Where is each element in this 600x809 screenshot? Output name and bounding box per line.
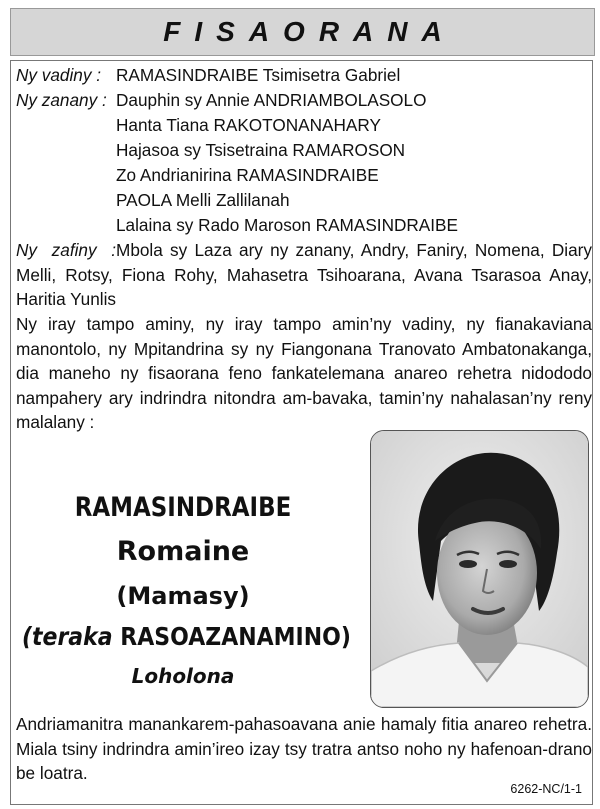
child-name: Lalaina sy Rado Maroson RAMASINDRAIBE (116, 215, 458, 235)
thanks-line: dia maneho ny fisaorana feno fankatelemana anareo rehetra nidododo (16, 363, 592, 383)
thanks-line: manontolo, ny Mpitandrina sy ny Fiangonana Tranovato Ambatonakanga, (16, 338, 592, 359)
child-name: Hanta Tiana RAKOTONANAHARY (116, 115, 381, 135)
thanks-line: nampahery ary indrindra nitondra am-bavaka, tamin’ny nahalasan’ny reny (16, 387, 592, 408)
deceased-maiden-name (21, 622, 351, 651)
spouse-label: Ny vadiny : (16, 65, 102, 85)
maiden-surname: RASOAZANAMINO) (120, 622, 351, 651)
deceased-status: Loholona (131, 664, 235, 688)
spouse-row (16, 63, 400, 88)
maiden-prefix: (teraka (21, 622, 113, 651)
children-label: Ny zanany : (16, 90, 107, 110)
grandchildren-label: Ny zafiny : (16, 240, 116, 260)
closing-paragraph (16, 712, 592, 786)
spouse-name: RAMASINDRAIBE Tsimisetra Gabriel (116, 65, 401, 85)
child-name: Dauphin sy Annie ANDRIAMBOLASOLO (116, 90, 427, 110)
closing-line: Andriamanitra manankarem-pahasoavana anie hamaly fitia anareo rehetra. (16, 714, 592, 734)
child-name: Hajasoa sy Tsisetraina RAMAROSON (116, 140, 406, 160)
closing-line: be loatra. (16, 763, 88, 783)
thanks-line: malalany : (16, 412, 95, 432)
children-row (16, 88, 426, 113)
grandchildren-block (16, 238, 592, 312)
deceased-surname: RAMASINDRAIBE (74, 492, 292, 523)
closing-line: Miala tsiny indrindra amin’ireo izay tsy tratra antso noho ny hafenoan-drano (16, 738, 592, 759)
portrait-photo (370, 430, 589, 708)
reference-number: 6262-NC/1-1 (510, 782, 582, 796)
deceased-nickname: (Mamasy) (116, 582, 250, 610)
child-name: Zo Andrianirina RAMASINDRAIBE (116, 165, 379, 185)
header-banner (10, 8, 595, 56)
deceased-given-name: Romaine (116, 536, 250, 567)
child-name: PAOLA Melli Zallilanah (116, 190, 290, 210)
page-title: FISAORANA (163, 16, 456, 47)
portrait-image (371, 431, 588, 707)
grandchildren-line: Haritia Yunlis (16, 289, 116, 309)
thanks-line: Ny iray tampo aminy, ny iray tampo amin’ny vadiny, ny fianakaviana (16, 314, 592, 334)
thanks-paragraph (16, 312, 592, 435)
grandchildren-line: Melli, Rotsy, Fiona Rohy, Mahasetra Tsihoarana, Avana Tsarasoa Anay, (16, 264, 592, 285)
grandchildren-line: Ny zafiny :Mbola sy Laza ary ny zanany, Andry, Faniry, Nomena, Diary (16, 238, 592, 263)
